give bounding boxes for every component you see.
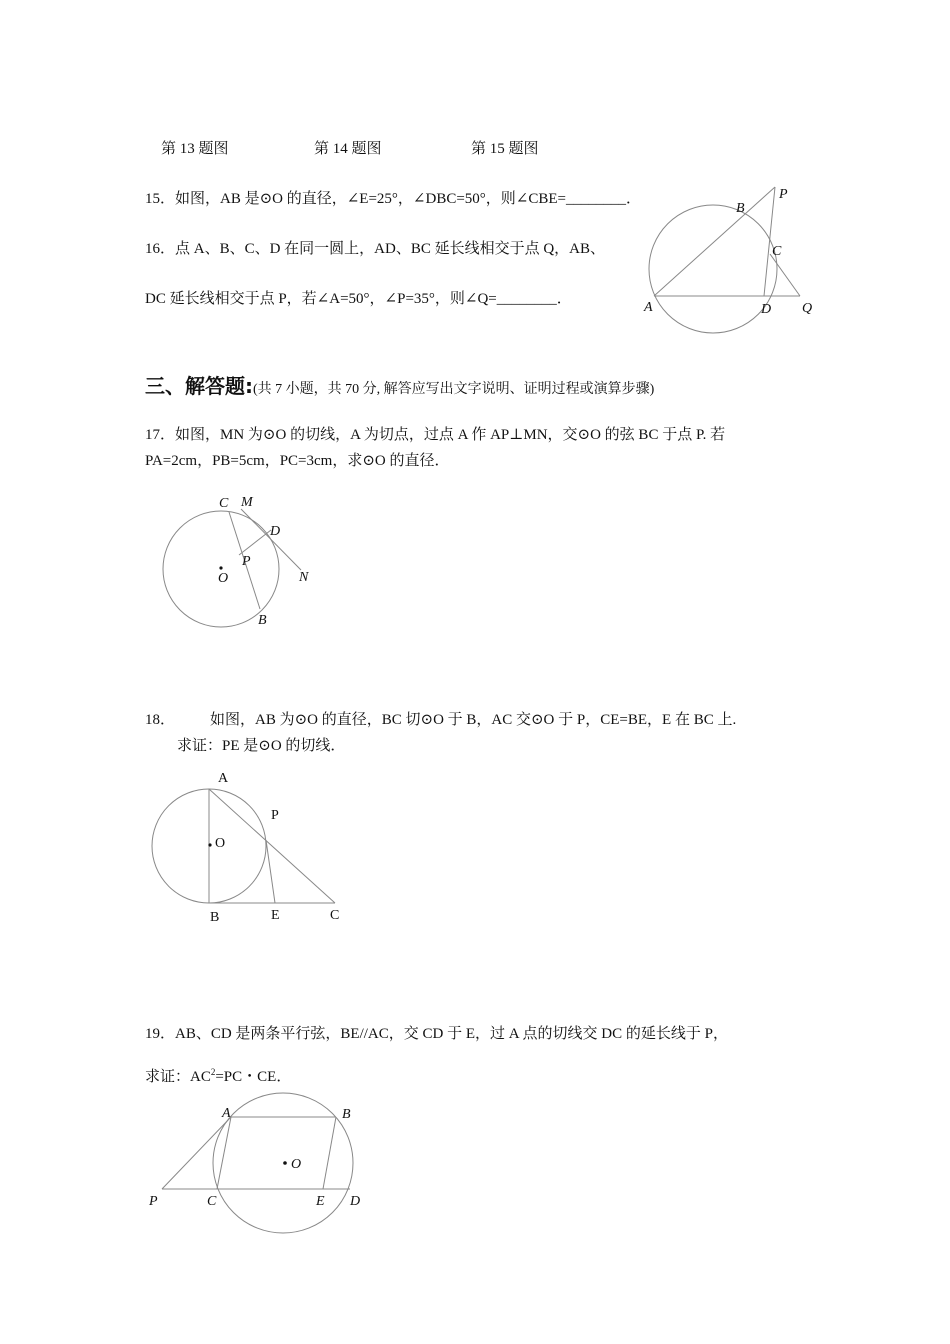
fig18-label-P: P xyxy=(271,808,279,823)
fig19-label-P: P xyxy=(149,1194,158,1209)
fig17-label-P: P xyxy=(242,554,251,569)
fig17-label-D: D xyxy=(270,524,281,539)
question-19-line-1: 19．AB、CD 是两条平行弦，BE//AC，交 CD 于 E，过 A 点的切线交 DC 的延长线于 P， xyxy=(145,1026,728,1042)
fig19-label-B: B xyxy=(342,1107,351,1122)
fig17-label-M: M xyxy=(241,495,253,510)
fig17-label-C: C xyxy=(219,496,229,511)
fig18-label-C: C xyxy=(330,908,340,923)
question-17-line-1: 17．如图，MN 为⊙O 的切线，A 为切点，过点 A 作 AP⊥MN，交⊙O 的弦 BC 于点 P. 若 xyxy=(145,427,726,443)
fig15-label-Q: Q xyxy=(802,301,813,316)
caption-figure-13: 第 13 题图 xyxy=(161,141,229,157)
caption-figure-14: 第 14 题图 xyxy=(314,141,382,157)
question-18-line-2: 求证：PE 是⊙O 的切线． xyxy=(177,738,346,754)
fig15-label-P: P xyxy=(779,187,788,202)
fig15-label-C: C xyxy=(772,244,782,259)
fig19-tangent-pa xyxy=(162,1117,231,1189)
question-15: 15．如图，AB 是⊙O 的直径，∠E=25°，∠DBC=50°，则∠CBE=________． xyxy=(145,191,641,207)
fig15-label-D: D xyxy=(761,302,772,317)
question-16-line-2: DC 延长线相交于点 P，若∠A=50°，∠P=35°，则∠Q=________． xyxy=(145,291,572,307)
question-19-line-2-pre: 求证：AC xyxy=(145,1069,211,1085)
fig18-label-A: A xyxy=(218,771,229,786)
question-16-line-1: 16．点 A、B、C、D 在同一圆上，AD、BC 延长线相交于点 Q，AB、 xyxy=(145,241,606,257)
fig17-label-O: O xyxy=(218,571,229,586)
fig19-chord-ac xyxy=(217,1117,231,1189)
fig19-label-D: D xyxy=(350,1194,361,1209)
caption-figure-15: 第 15 题图 xyxy=(471,141,539,157)
fig19-label-C: C xyxy=(207,1194,217,1209)
section-3-note: (共 7 小题，共 70 分, 解答应写出文字说明、证明过程或演算步骤) xyxy=(253,382,655,397)
section-3-title: 三、解答题: xyxy=(145,374,253,398)
fig19-label-O: O xyxy=(291,1157,302,1172)
fig15-label-A: A xyxy=(644,300,653,315)
fig18-label-E: E xyxy=(271,908,280,923)
fig17-label-B: B xyxy=(258,613,267,628)
fig19-circle xyxy=(213,1093,353,1233)
question-18-line-1: 如图，AB 为⊙O 的直径，BC 切⊙O 于 B，AC 交⊙O 于 P，CE=BE，E 在 BC 上. xyxy=(210,712,737,728)
fig15-label-B: B xyxy=(736,201,745,216)
fig19-label-A: A xyxy=(222,1106,231,1121)
fig18-label-O: O xyxy=(215,836,226,851)
fig19-center-dot xyxy=(283,1161,287,1165)
question-19-superscript: 2 xyxy=(210,1067,216,1077)
fig19-label-E: E xyxy=(316,1194,325,1209)
fig19-line-be xyxy=(323,1117,336,1189)
question-17-line-2: PA=2cm，PB=5cm，PC=3cm，求⊙O 的直径． xyxy=(145,453,450,469)
fig18-label-B: B xyxy=(210,910,220,925)
question-18-number: 18． xyxy=(145,712,176,728)
fig17-label-N: N xyxy=(299,570,309,585)
question-19-line-2-post: =PC・CE． xyxy=(215,1069,292,1085)
